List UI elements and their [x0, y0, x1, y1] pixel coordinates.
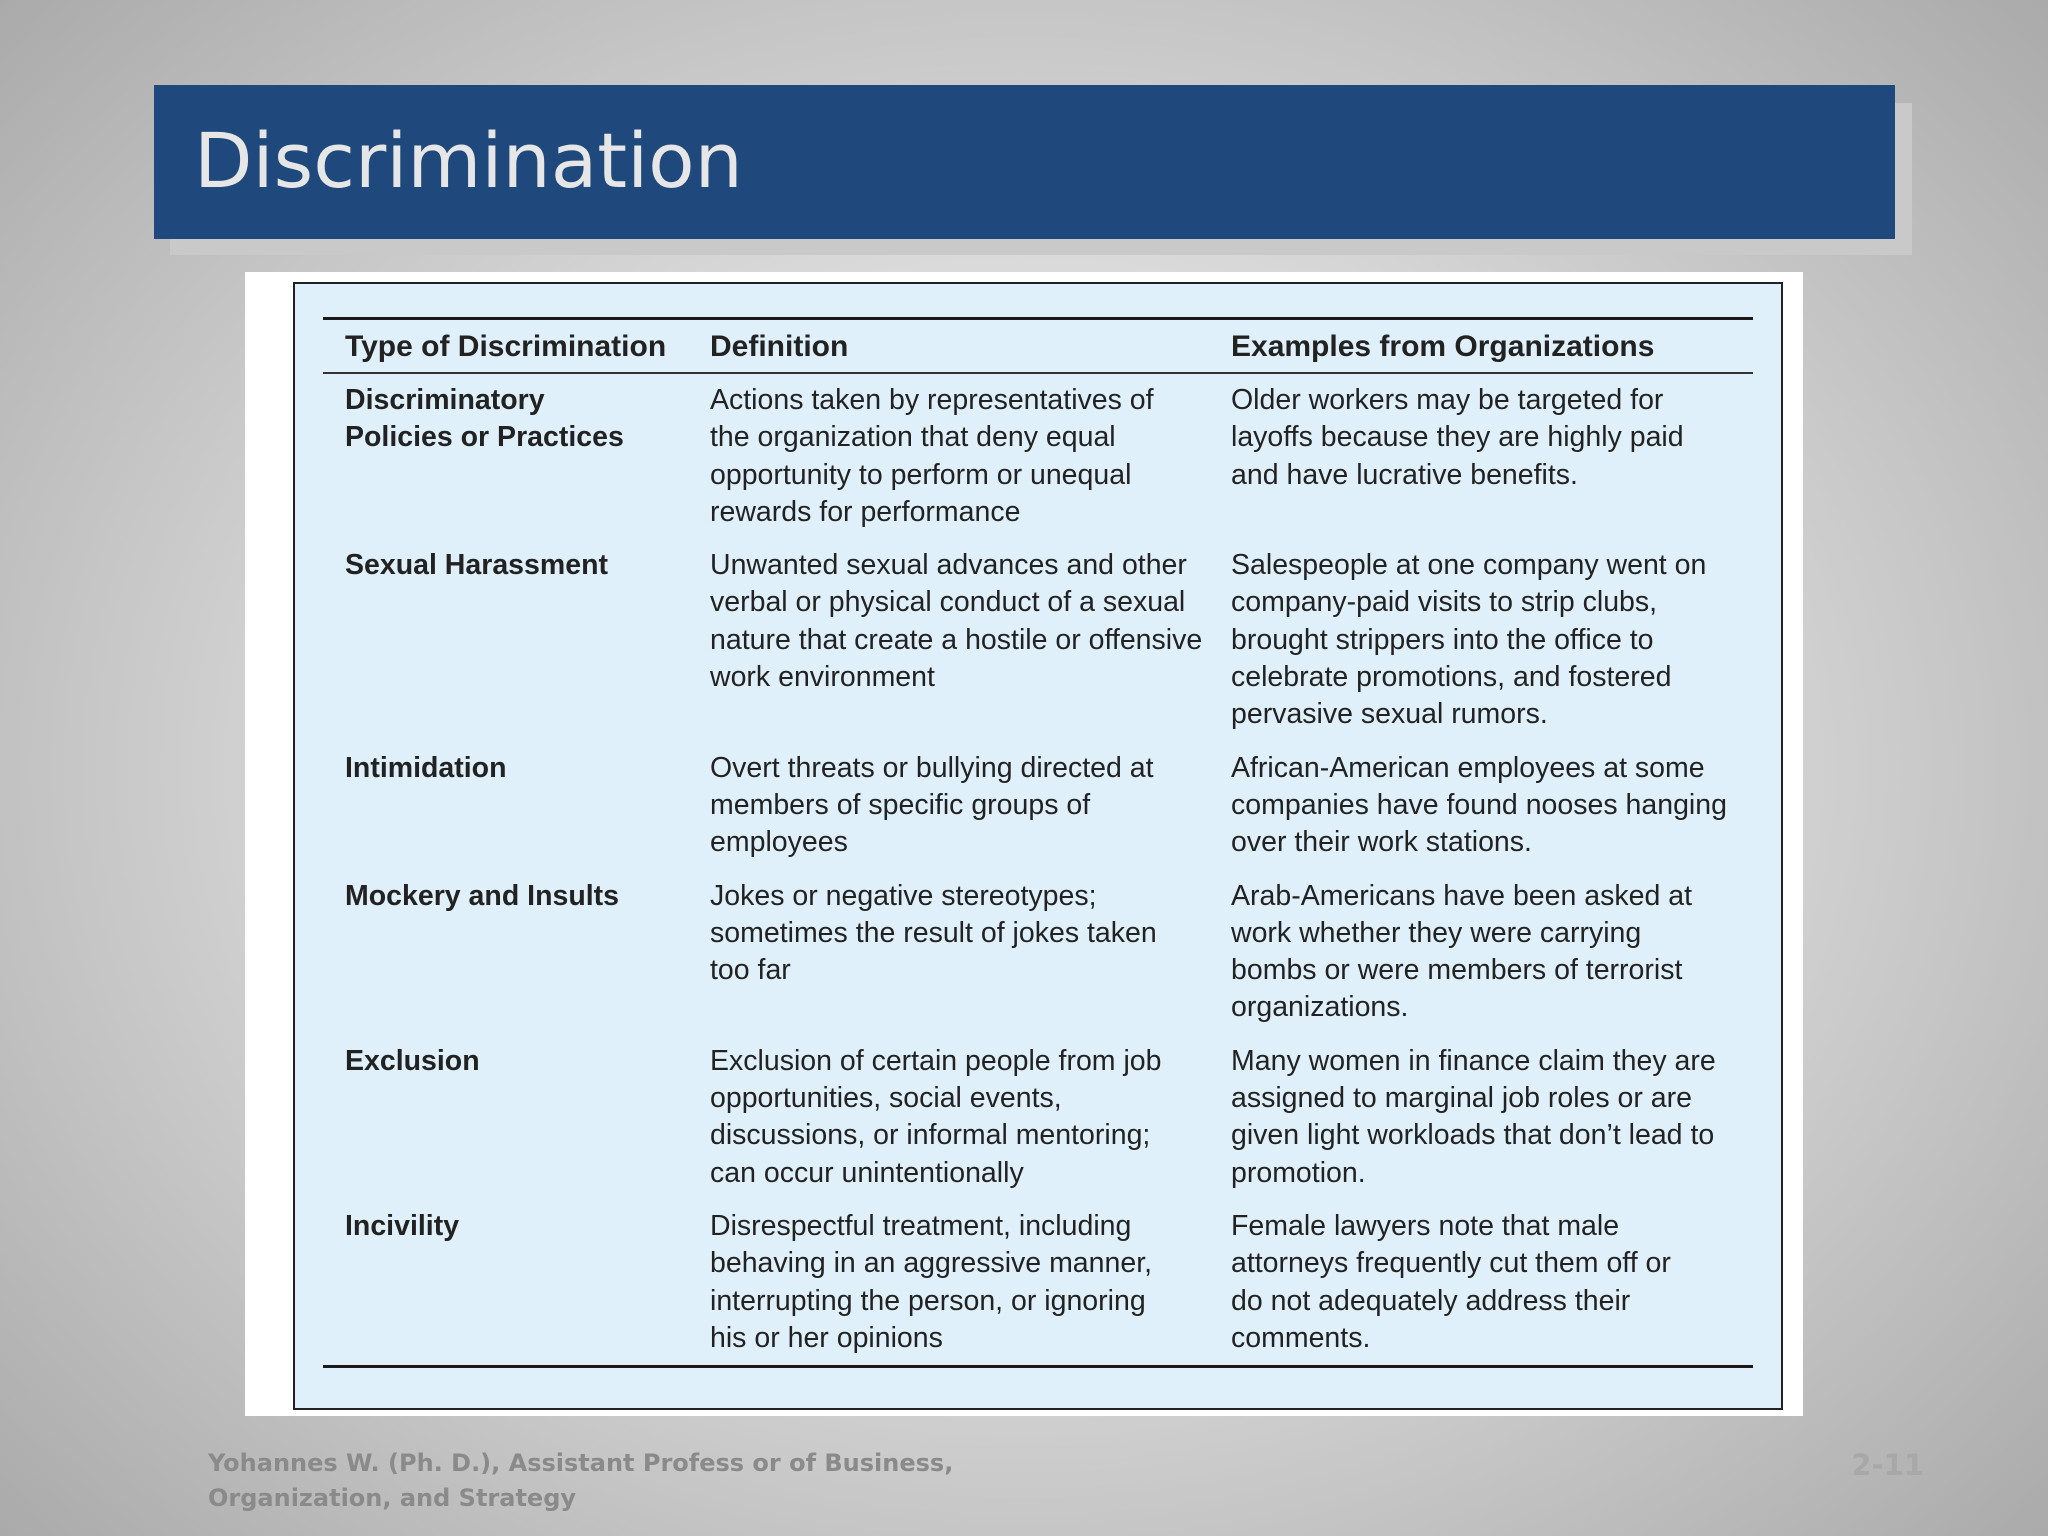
definition-cell: Jokes or negative stereotypes; sometimes the result of jokes taken too far: [710, 879, 1157, 987]
table-row: [323, 1200, 1753, 1367]
example-cell: Female lawyers note that male attorneys frequently cut them off or do not adequately address their comments.: [1231, 1209, 1671, 1354]
title-bar: [154, 85, 1895, 239]
table-row: [323, 539, 1753, 741]
table-header-row: [323, 319, 1753, 374]
type-cell: Mockery and Insults: [345, 879, 619, 912]
discrimination-table: [323, 317, 1753, 1368]
definition-cell: Overt threats or bullying directed at members of specific groups of employees: [710, 751, 1154, 859]
table-panel: [293, 282, 1783, 1410]
type-cell: Incivility: [345, 1209, 460, 1242]
type-cell: Sexual Harassment: [345, 549, 608, 582]
header-definition: Definition: [710, 330, 849, 363]
example-cell: Older workers may be targeted for layoffs because they are highly paid and have lucrative benefits.: [1231, 384, 1684, 491]
header-type: Type of Discrimination: [345, 330, 667, 363]
table-wrapper: [323, 317, 1753, 1368]
table-figure: [245, 272, 1803, 1416]
example-cell: African-American employees at some companies have found nooses hanging over their work stations.: [1231, 751, 1727, 859]
table-row: [323, 1035, 1753, 1200]
table-row: [323, 870, 1753, 1035]
example-cell: Arab-Americans have been asked at work whether they were carrying bombs or were members of terrorist organizations.: [1231, 879, 1693, 1024]
slide-number: 2-11: [1851, 1448, 1924, 1482]
definition-cell: Exclusion of certain people from job opportunities, social events, discussions, or informal mentoring; can occur unintentionally: [710, 1044, 1162, 1189]
example-cell: Many women in finance claim they are assigned to marginal job roles or are given light workloads that don’t lead to promotion.: [1231, 1044, 1716, 1189]
definition-cell: Unwanted sexual advances and other verbal or physical conduct of a sexual nature that create a hostile or offensive work environment: [710, 549, 1203, 694]
definition-cell: Actions taken by representatives of the organization that deny equal opportunity to perform or unequal rewards for performance: [710, 384, 1154, 528]
example-cell: Salespeople at one company went on company-paid visits to strip clubs, brought strippers into the office to celebrate promotions, and fostered pervasive sexual rumors.: [1231, 549, 1707, 731]
table-row: [323, 373, 1753, 539]
type-cell: Exclusion: [345, 1044, 480, 1077]
definition-cell: Disrespectful treatment, including behaving in an aggressive manner, interrupting the person, or ignoring his or her opinions: [710, 1209, 1153, 1354]
type-cell: Discriminatory Policies or Practices: [345, 384, 624, 454]
slide-title: Discrimination: [194, 116, 743, 205]
type-cell: Intimidation: [345, 751, 507, 784]
footer-author: Yohannes W. (Ph. D.), Assistant Profess or of Business, Organization, and Strategy: [208, 1449, 954, 1512]
table-row: [323, 742, 1753, 870]
header-examples: Examples from Organizations: [1231, 330, 1655, 363]
